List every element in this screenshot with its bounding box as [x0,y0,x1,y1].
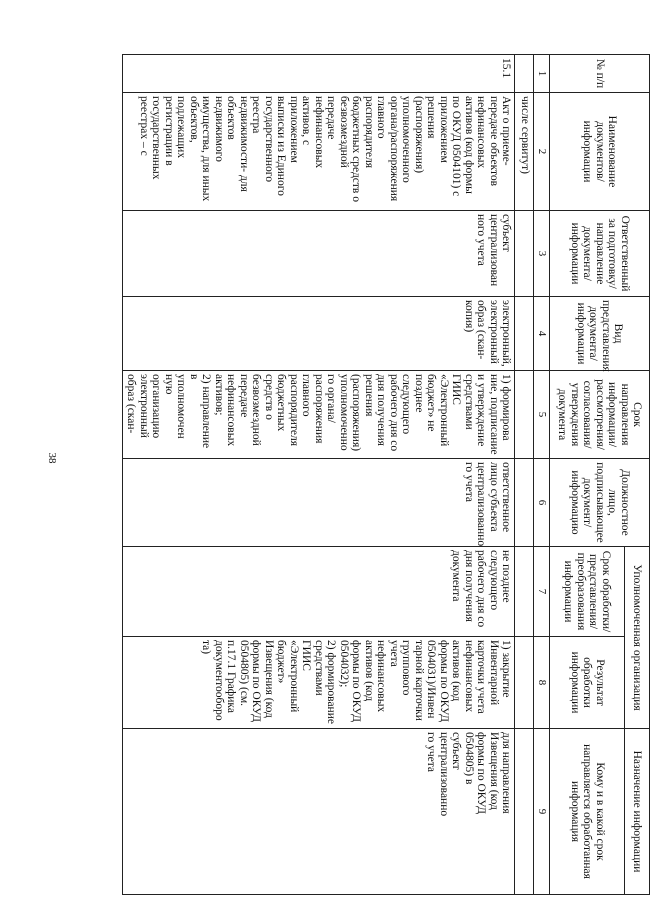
col-number: 3 [534,211,550,297]
row-signer: ответственное лицо субъекта централизованно го учета [123,459,516,547]
header-recipient: Кому и в какой срок направляется обработанная информация [550,729,625,895]
continuation-empty-cell [515,211,534,297]
header-row-1 [625,55,650,895]
header-form: Вид представления документа/ информации [550,297,650,371]
header-name: Наименование документов/ информации [550,93,650,211]
header-process-deadline: Срок обработки/ представления/ преобразования информации [550,547,625,637]
continuation-empty-cell [515,729,534,895]
row-form: электронный, электронный образ (скан- копия) [123,297,516,371]
col-number: 4 [534,297,550,371]
header-num: № п/п [550,55,650,93]
continuation-empty-cell [515,371,534,459]
header-deadline: Срок направления информации/ рассмотрения/ согласования/ утверждения документа [550,371,650,459]
table-row [123,55,516,895]
row-result: 1) закрытие Инвентарной карточки учета нефинансовых активов (код формы по ОКУД 0504031)/Инвен тарной карточки группового учета нефинансовых активов (код формы по ОКУД 0504032); 2) формирование средствами ГИИС «Электронный бюджет» Извещения (код формы по ОКУД 0504805) (см. п.17.1 Графика документооборо та) [123,637,516,729]
header-signer: Должностное лицо, подписывающее документ/ информацию [550,459,650,547]
col-number: 9 [534,729,550,895]
header-result: Результат обработки информации [550,637,625,729]
continuation-empty-cell [515,55,534,93]
col-number: 8 [534,637,550,729]
row-recipient: для направления Извещения (код формы по ОКУД 0504805) в субъект централизованно го учета [123,729,516,895]
document-flow-table [122,54,650,895]
col-number: 2 [534,93,550,211]
row-number: 15.1 [123,55,516,93]
header-responsible: Ответственный за подготовку/ направление документа/ информации [550,211,650,297]
col-number: 7 [534,547,550,637]
col-number: 1 [534,55,550,93]
col-number: 5 [534,371,550,459]
row-responsible: субъект централизован ного учета [123,211,516,297]
page-number: 38 [46,452,58,464]
rotated-table-page [70,54,650,894]
continuation-empty-cell [515,547,534,637]
continuation-row [515,55,534,895]
row-deadline: 1) формирова ние, подписание и утверждение средствами ГИИС «Электронный бюджет» не позднее следующего рабочего дня со дня получения решения (распоряжения) уполномоченно го органа/ распоряжения главного распорядителя бюджетных средств о безвозмездной передаче нефинансовых активов; 2) направление в уполномочен ную организацию электронный образ (скан- [123,371,516,459]
header-group-destination: Назначение информации [625,729,650,895]
continuation-empty-cell [515,297,534,371]
column-number-row [534,55,550,895]
col-number: 6 [534,459,550,547]
continuation-text: числе сервитут) [515,93,534,211]
continuation-empty-cell [515,637,534,729]
row-process-deadline: не позднее следующего рабочего дня со дня получения документа [123,547,516,637]
header-group-org: Уполномоченная организация [625,547,650,729]
row-document-name: Акт о приеме- передаче объектов нефинансовых активов (код формы по ОКУД 0504101) с приложением решения (распоряжения) уполномоченного органа/распоряжения главного распорядителя бюджетных средств о безвозмездной передаче нефинансовых активов, с приложением выписки из Единого государственного реестра недвижимости- для объектов недвижимого имущества, для иных объектов, подлежащих регистрации в государственных реестрах – с [123,93,516,211]
continuation-empty-cell [515,459,534,547]
